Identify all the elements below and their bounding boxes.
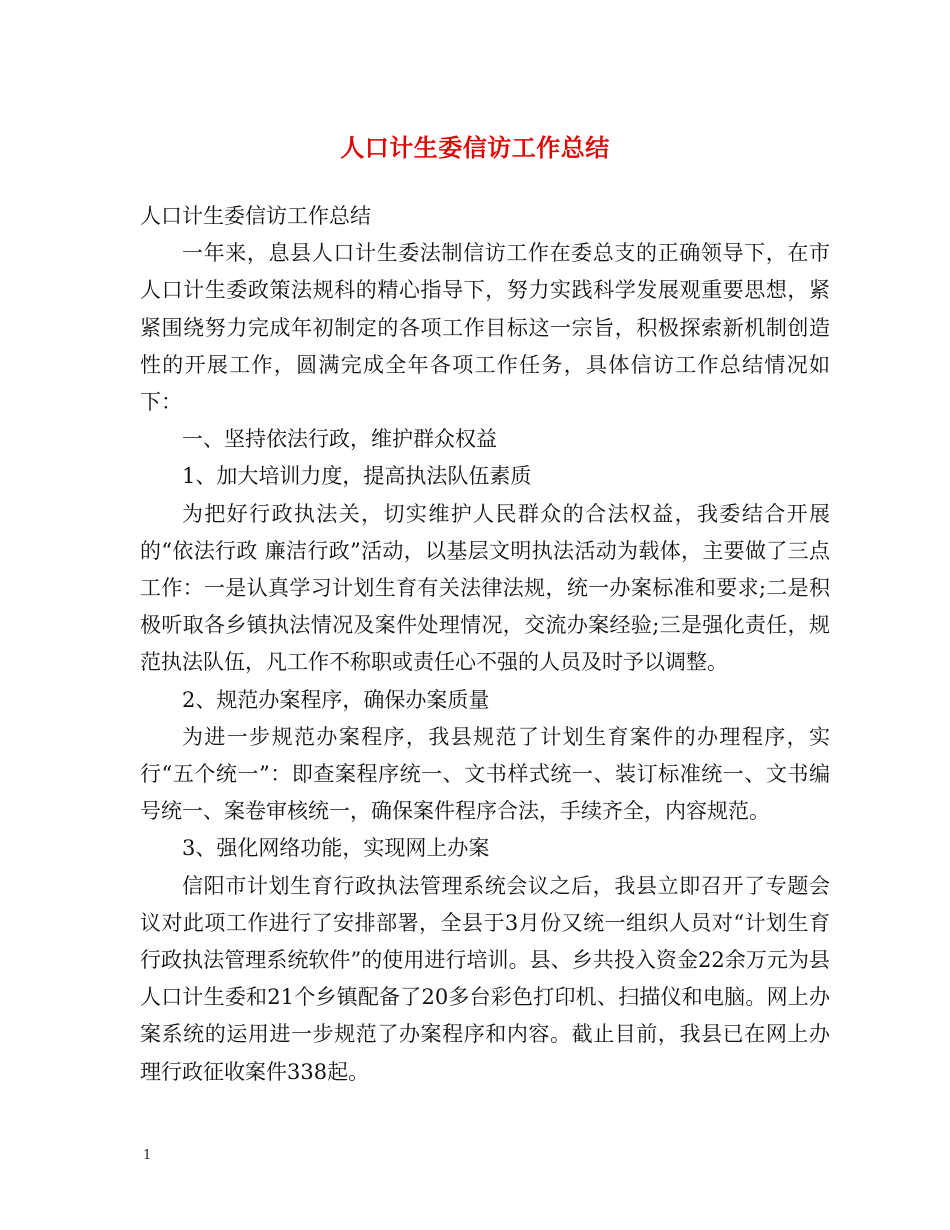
document-body bbox=[140, 198, 830, 1091]
subheading-2: 2、规范办案程序，确保办案质量 bbox=[182, 687, 490, 712]
body-paragraph-3: 信阳市计划生育行政执法管理系统会议之后，我县立即召开了专题会议对此项工作进行了安排部署，全县于3月份又统一组织人员对“计划生育行政执法管理系统软件”的使用进行培训。县、乡共投入资金22余万元为县人口计生委和21个乡镇配备了20多台彩色打印机、扫描仪和电脑。网上办案系统的运用进一步规范了办案程序和内容。截止目前，我县已在网上办理行政征收案件338起。 bbox=[140, 873, 830, 1084]
section-heading-1: 一、坚持依法行政，维护群众权益 bbox=[182, 427, 497, 452]
subheading-3: 3、强化网络功能，实现网上办案 bbox=[182, 836, 490, 861]
body-paragraph-2: 为进一步规范办案程序，我县规范了计划生育案件的办理程序，实行“五个统一”：即查案程序统一、文书样式统一、装订标准统一、文书编号统一、案卷审核统一，确保案件程序合法，手续齐全，内容规范。 bbox=[140, 724, 830, 824]
document-title: 人口计生委信访工作总结 bbox=[340, 133, 610, 162]
body-paragraph-1: 为把好行政执法关，切实维护人民群众的合法权益，我委结合开展的“依法行政 廉洁行政”活动，以基层文明执法活动为载体，主要做了三点工作：一是认真学习计划生育有关法律法规，统一办案标准和要求;二是积极听取各乡镇执法情况及案件处理情况，交流办案经验;三是强化责任，规范执法队伍，凡工作不称职或责任心不强的人员及时予以调整。 bbox=[140, 501, 830, 675]
intro-paragraph: 一年来，息县人口计生委法制信访工作在委总支的正确领导下，在市人口计生委政策法规科的精心指导下，努力实践科学发展观重要思想，紧紧围绕努力完成年初制定的各项工作目标这一宗旨，积极探索新机制创造性的开展工作，圆满完成全年各项工作任务，具体信访工作总结情况如下： bbox=[140, 241, 830, 415]
page-number: 1 bbox=[143, 1148, 152, 1163]
subheading-1: 1、加大培训力度，提高执法队伍素质 bbox=[182, 464, 532, 489]
subtitle-paragraph: 人口计生委信访工作总结 bbox=[140, 204, 371, 228]
